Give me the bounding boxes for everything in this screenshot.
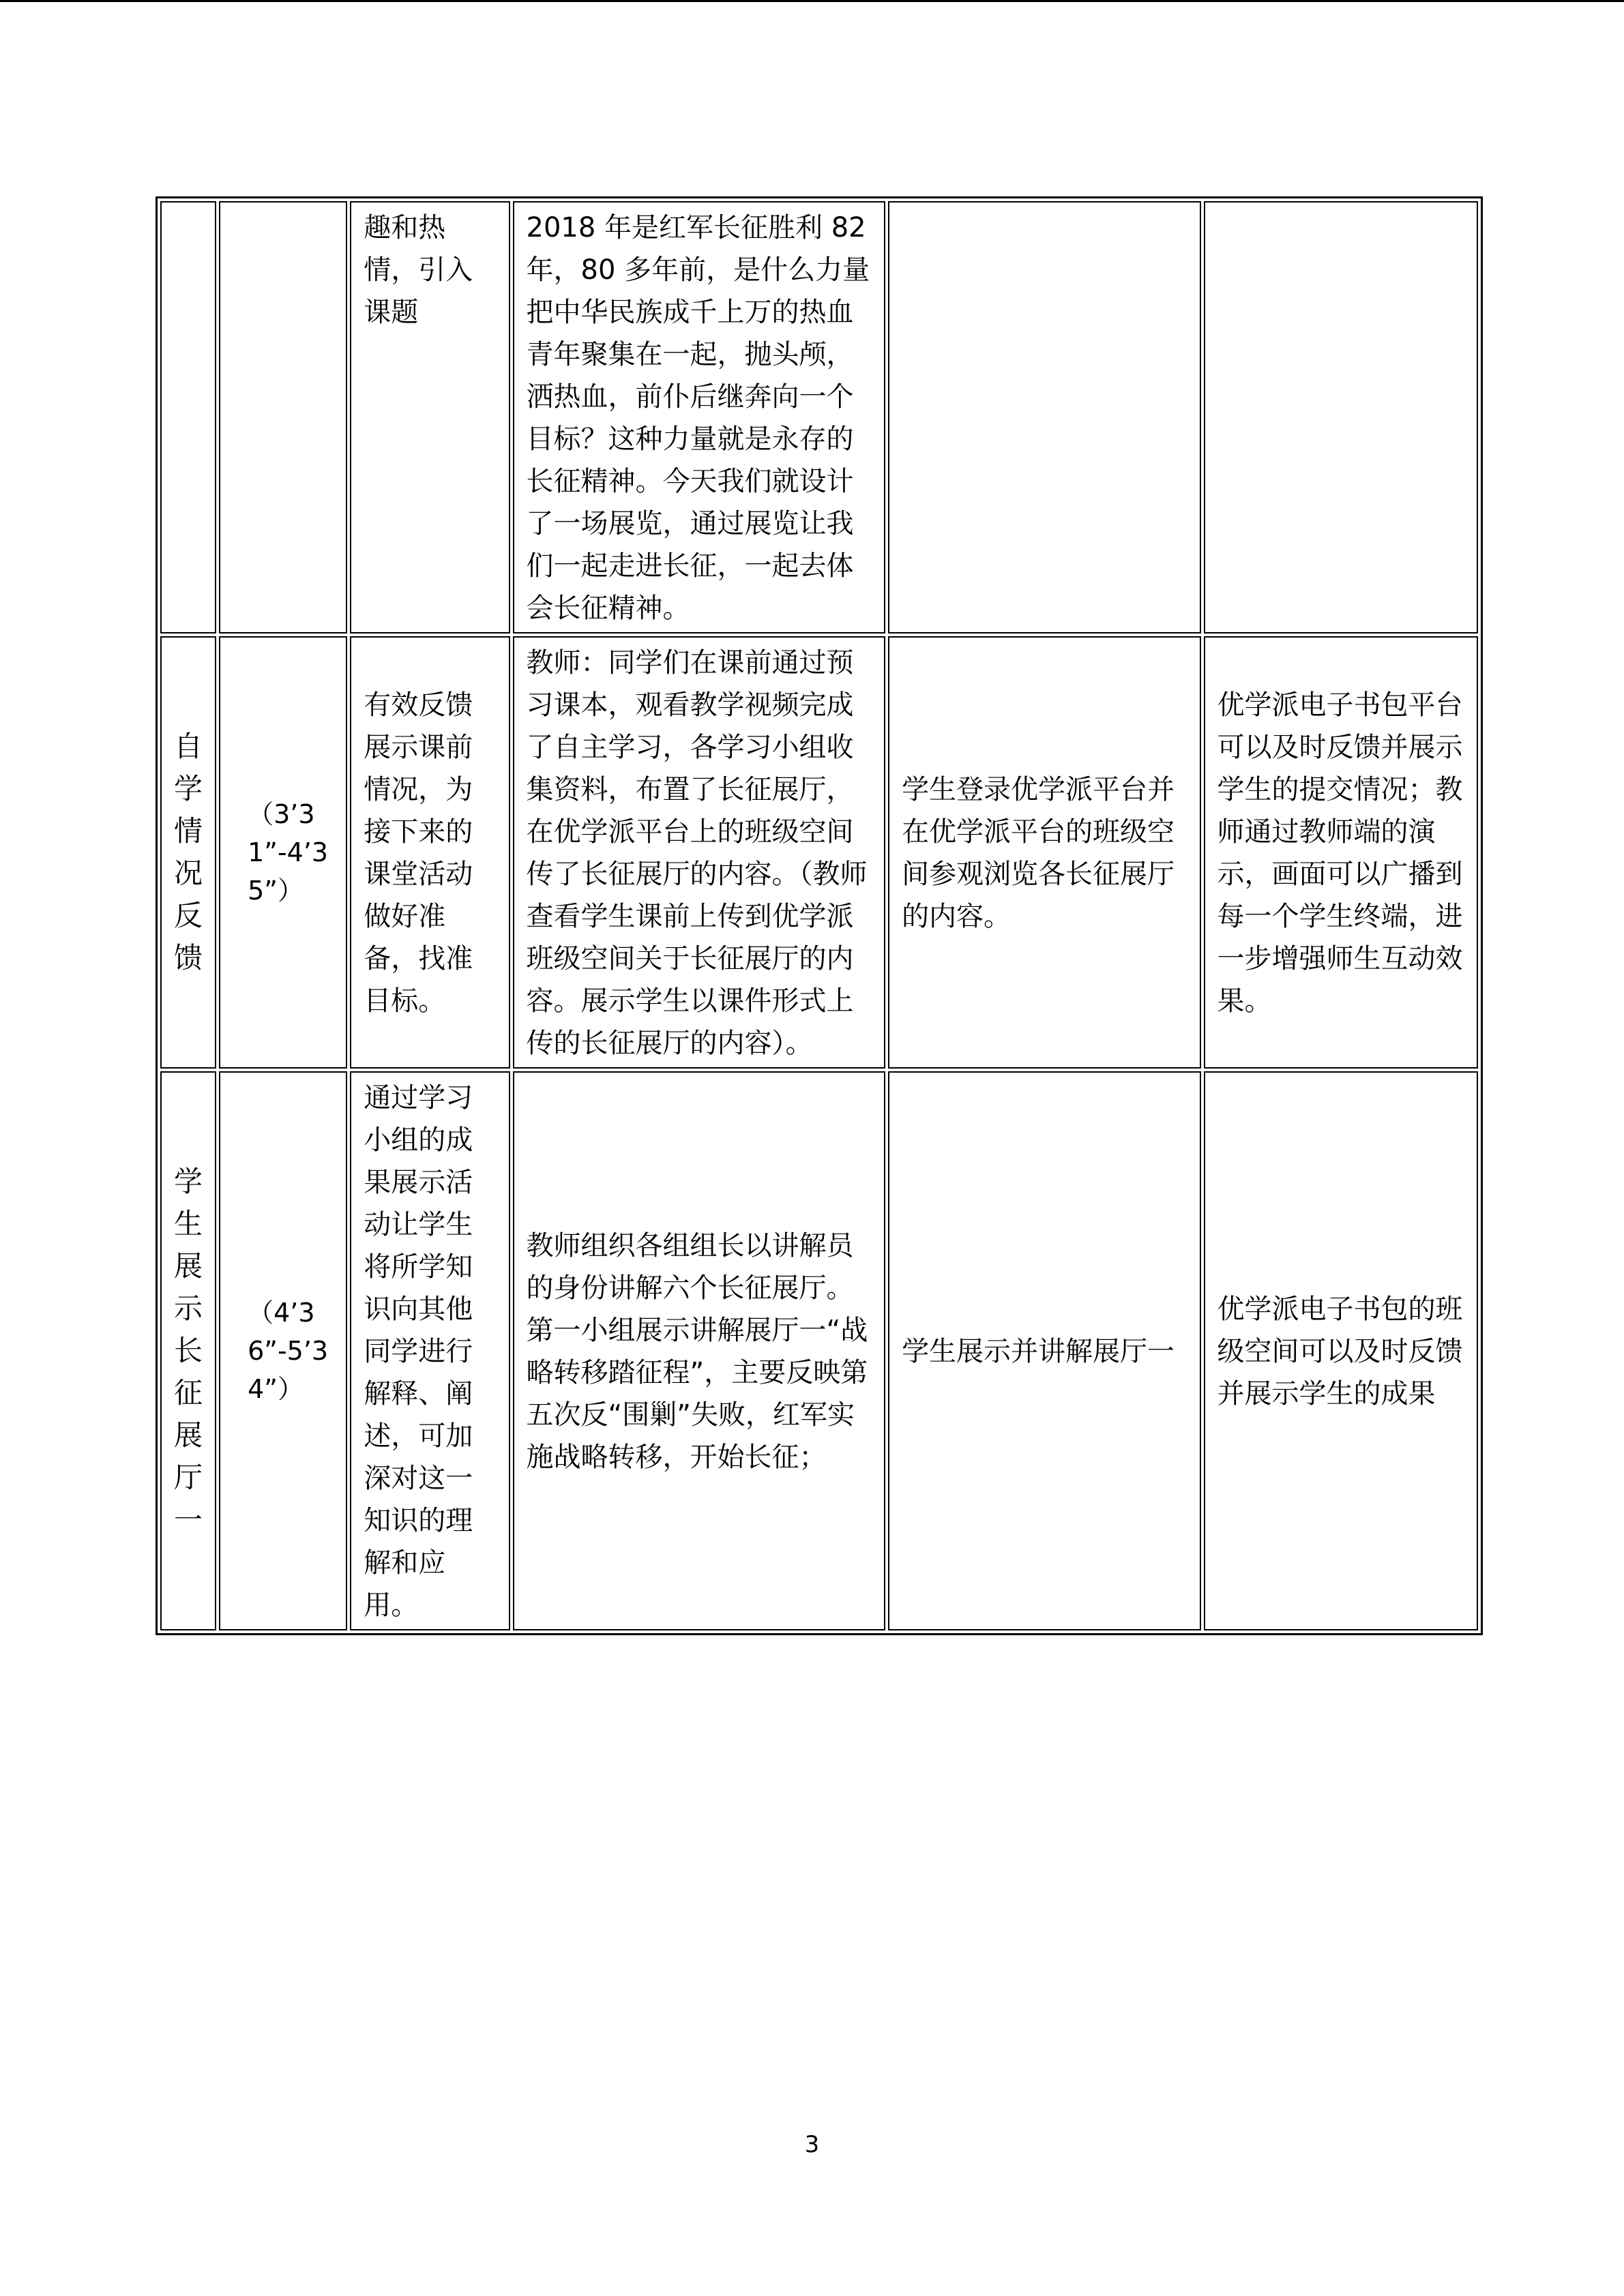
stage-cell xyxy=(160,201,216,633)
stage-cell xyxy=(160,636,216,1069)
student-activity-cell: 学生展示并讲解展厅一 xyxy=(888,1071,1200,1630)
tech-use-cell: 优学派电子书包的班级空间可以及时反馈并展示学生的成果 xyxy=(1204,1071,1478,1630)
stage-label: 自学情况反馈 xyxy=(174,729,203,974)
lesson-plan-table xyxy=(156,196,1483,1635)
stage-cell xyxy=(160,1071,216,1630)
teacher-activity-cell: 教师组织各组组长以讲解员的身份讲解六个长征展厅。第一小组展示讲解展厅一“战略转移踏征程”，主要反映第五次反“围剿”失败，红军实施战略转移，开始长征； xyxy=(513,1071,886,1630)
table-row xyxy=(160,201,1478,633)
page-top-border xyxy=(0,0,1624,2)
table-row xyxy=(160,636,1478,1069)
page-number: 3 xyxy=(804,2131,820,2158)
stage-label: 学生展示长征展厅一 xyxy=(174,1164,203,1536)
student-activity-cell xyxy=(888,201,1200,633)
purpose-cell: 趣和热情，引入课题 xyxy=(350,201,510,633)
purpose-cell: 有效反馈展示课前情况，为接下来的课堂活动做好准备，找准目标。 xyxy=(350,636,510,1069)
time-cell xyxy=(219,201,347,633)
time-cell: （4’36”-5’34”） xyxy=(219,1071,347,1630)
tech-use-cell: 优学派电子书包平台可以及时反馈并展示学生的提交情况；教师通过教师端的演示，画面可以广播到每一个学生终端，进一步增强师生互动效果。 xyxy=(1204,636,1478,1069)
table-row xyxy=(160,1071,1478,1630)
purpose-cell: 通过学习小组的成果展示活动让学生将所学知识向其他同学进行解释、阐述，可加深对这一知识的理解和应用。 xyxy=(350,1071,510,1630)
teacher-activity-cell: 教师：同学们在课前通过预习课本，观看教学视频完成了自主学习，各学习小组收集资料，布置了长征展厅，在优学派平台上的班级空间传了长征展厅的内容。（教师查看学生课前上传到优学派班级空间关于长征展厅的内容。展示学生以课件形式上传的长征展厅的内容）。 xyxy=(513,636,886,1069)
time-cell: （3’31”-4’35”） xyxy=(219,636,347,1069)
teacher-activity-cell: 2018 年是红军长征胜利 82 年，80 多年前，是什么力量把中华民族成千上万的热血青年聚集在一起，抛头颅，洒热血，前仆后继奔向一个目标？这种力量就是永存的长征精神。今天我们就设计了一场展览，通过展览让我们一起走进长征，一起去体会长征精神。 xyxy=(513,201,886,633)
tech-use-cell xyxy=(1204,201,1478,633)
student-activity-cell: 学生登录优学派平台并在优学派平台的班级空间参观浏览各长征展厅的内容。 xyxy=(888,636,1200,1069)
